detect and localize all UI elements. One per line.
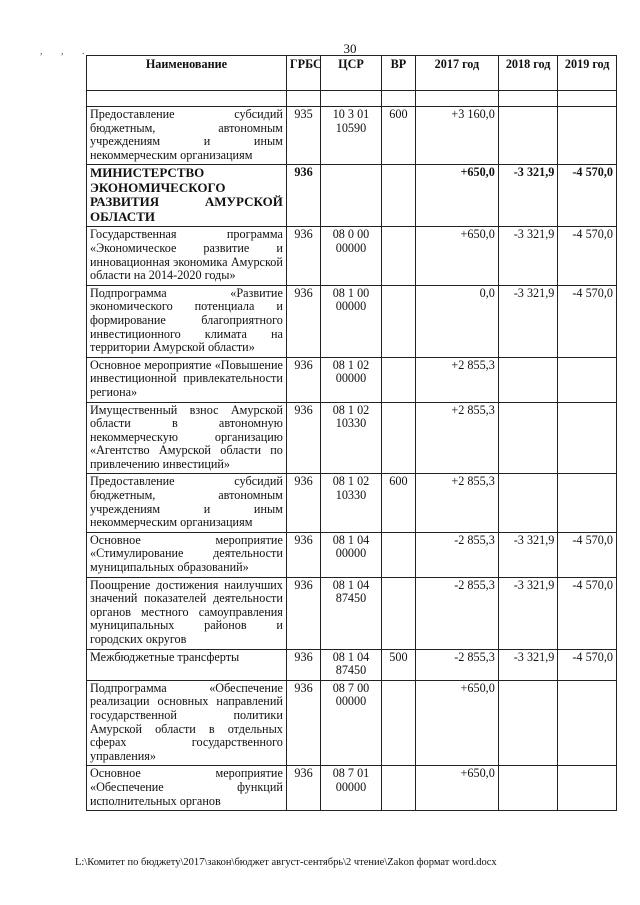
- cell-csr: [321, 165, 382, 227]
- cell-name: Имущественный взнос Амурской области в автономную некоммерческую организацию «Агентство Амурской области по привлечению инвестиций»: [87, 402, 287, 474]
- cell-csr: 08 7 00 00000: [321, 680, 382, 766]
- table-row: [87, 357, 617, 402]
- cell-csr: [321, 91, 382, 107]
- cell-grbs: 936: [286, 766, 320, 811]
- cell-name: Государственная программа «Экономическое развитие и инновационная экономика Амурской области на 2014-2020 годы»: [87, 227, 287, 285]
- cell-2017: +650,0: [416, 766, 499, 811]
- cell-2018: -3 321,9: [498, 227, 558, 285]
- cell-grbs: 936: [286, 357, 320, 402]
- cell-2018: [498, 402, 558, 474]
- cell-2017: +2 855,3: [416, 402, 499, 474]
- table-row-ministry: [87, 165, 617, 227]
- scan-marks: , , .: [40, 46, 93, 57]
- cell-2019: [558, 402, 617, 474]
- cell-name: Подпрограмма «Развитие экономического потенциала и формирование благоприятного инвестиционного климата на территории Амурской области»: [87, 285, 287, 357]
- cell-2018: [498, 91, 558, 107]
- cell-vr: [381, 357, 415, 402]
- cell-2019: -4 570,0: [558, 577, 617, 649]
- cell-csr: 08 1 02 10330: [321, 474, 382, 532]
- cell-2019: -4 570,0: [558, 532, 617, 577]
- cell-2017: +2 855,3: [416, 474, 499, 532]
- cell-csr: 08 1 04 87450: [321, 577, 382, 649]
- cell-grbs: 936: [286, 402, 320, 474]
- table-row: [87, 402, 617, 474]
- cell-name: Основное мероприятие «Стимулирование деятельности муниципальных образований»: [87, 532, 287, 577]
- cell-2019: [558, 91, 617, 107]
- cell-vr: [381, 227, 415, 285]
- header-grbs: ГРБС: [286, 56, 320, 91]
- cell-2018: [498, 107, 558, 165]
- header-vr: ВР: [381, 56, 415, 91]
- cell-2017: +650,0: [416, 165, 499, 227]
- cell-2019: -4 570,0: [558, 649, 617, 680]
- cell-2018: [498, 680, 558, 766]
- cell-2018: -3 321,9: [498, 285, 558, 357]
- document-file-path: L:\Комитет по бюджету\2017\закон\бюджет август-сентябрь\2 чтение\Zakon формат word.docx: [75, 857, 497, 868]
- cell-csr: 08 1 02 10330: [321, 402, 382, 474]
- cell-2018: -3 321,9: [498, 165, 558, 227]
- cell-2018: [498, 766, 558, 811]
- cell-name: Межбюджетные трансферты: [87, 649, 287, 680]
- cell-2019: -4 570,0: [558, 285, 617, 357]
- cell-name: Предоставление субсидий бюджетным, автономным учреждениям и иным некоммерческим организациям: [87, 107, 287, 165]
- cell-grbs: 935: [286, 107, 320, 165]
- table-row: [87, 474, 617, 532]
- cell-csr: 10 3 01 10590: [321, 107, 382, 165]
- header-csr: ЦСР: [321, 56, 382, 91]
- cell-grbs: 936: [286, 680, 320, 766]
- cell-grbs: 936: [286, 649, 320, 680]
- cell-csr: 08 1 02 00000: [321, 357, 382, 402]
- cell-name: [87, 91, 287, 107]
- cell-2019: [558, 474, 617, 532]
- header-name: Наименование: [87, 56, 287, 91]
- table-row: [87, 107, 617, 165]
- cell-name: Предоставление субсидий бюджетным, автономным учреждениям и иным некоммерческим организациям: [87, 474, 287, 532]
- cell-name: Поощрение достижения наилучших значений показателей деятельности органов местного самоуправления муниципальных районов и городских округов: [87, 577, 287, 649]
- cell-2017: +650,0: [416, 680, 499, 766]
- cell-name: Подпрограмма «Обеспечение реализации основных направлений государственной политики Амурской области в отдельных сферах государственного управления»: [87, 680, 287, 766]
- cell-vr: [381, 402, 415, 474]
- cell-grbs: 936: [286, 474, 320, 532]
- cell-csr: 08 1 00 00000: [321, 285, 382, 357]
- cell-vr: 600: [381, 474, 415, 532]
- cell-2018: [498, 357, 558, 402]
- header-2019: 2019 год: [558, 56, 617, 91]
- table-row: [87, 532, 617, 577]
- page-number: 30: [343, 41, 357, 56]
- cell-name: МИНИСТЕРСТВО ЭКОНОМИЧЕСКОГО РАЗВИТИЯ АМУРСКОЙ ОБЛАСТИ: [87, 165, 287, 227]
- cell-grbs: 936: [286, 285, 320, 357]
- cell-grbs: 936: [286, 532, 320, 577]
- cell-2017: +650,0: [416, 227, 499, 285]
- budget-table: [86, 55, 617, 811]
- cell-grbs: 936: [286, 227, 320, 285]
- cell-vr: 600: [381, 107, 415, 165]
- cell-2018: [498, 474, 558, 532]
- header-2017: 2017 год: [416, 56, 499, 91]
- cell-vr: [381, 91, 415, 107]
- cell-2018: -3 321,9: [498, 649, 558, 680]
- table-row: [87, 285, 617, 357]
- cell-grbs: [286, 91, 320, 107]
- cell-2017: +2 855,3: [416, 357, 499, 402]
- cell-2019: [558, 357, 617, 402]
- cell-2017: -2 855,3: [416, 577, 499, 649]
- cell-grbs: 936: [286, 165, 320, 227]
- cell-2017: +3 160,0: [416, 107, 499, 165]
- cell-vr: [381, 680, 415, 766]
- cell-csr: 08 1 04 00000: [321, 532, 382, 577]
- cell-vr: [381, 532, 415, 577]
- cell-2018: -3 321,9: [498, 577, 558, 649]
- cell-2019: -4 570,0: [558, 227, 617, 285]
- cell-2019: [558, 766, 617, 811]
- table-row: [87, 577, 617, 649]
- cell-csr: 08 1 04 87450: [321, 649, 382, 680]
- cell-vr: [381, 285, 415, 357]
- cell-csr: 08 0 00 00000: [321, 227, 382, 285]
- header-2018: 2018 год: [498, 56, 558, 91]
- cell-2019: [558, 107, 617, 165]
- cell-2017: [416, 91, 499, 107]
- cell-2017: 0,0: [416, 285, 499, 357]
- table-row-spacer: [87, 91, 617, 107]
- table-row: [87, 227, 617, 285]
- cell-vr: [381, 577, 415, 649]
- cell-grbs: 936: [286, 577, 320, 649]
- table-row: [87, 649, 617, 680]
- table-row: [87, 680, 617, 766]
- cell-vr: [381, 165, 415, 227]
- cell-2017: -2 855,3: [416, 532, 499, 577]
- cell-vr: 500: [381, 649, 415, 680]
- cell-vr: [381, 766, 415, 811]
- cell-2018: -3 321,9: [498, 532, 558, 577]
- table-row: [87, 766, 617, 811]
- cell-name: Основное мероприятие «Обеспечение функций исполнительных органов: [87, 766, 287, 811]
- table-header-row: [87, 56, 617, 91]
- cell-2019: [558, 680, 617, 766]
- cell-csr: 08 7 01 00000: [321, 766, 382, 811]
- cell-2019: -4 570,0: [558, 165, 617, 227]
- cell-name: Основное мероприятие «Повышение инвестиционной привлекательности региона»: [87, 357, 287, 402]
- cell-2017: -2 855,3: [416, 649, 499, 680]
